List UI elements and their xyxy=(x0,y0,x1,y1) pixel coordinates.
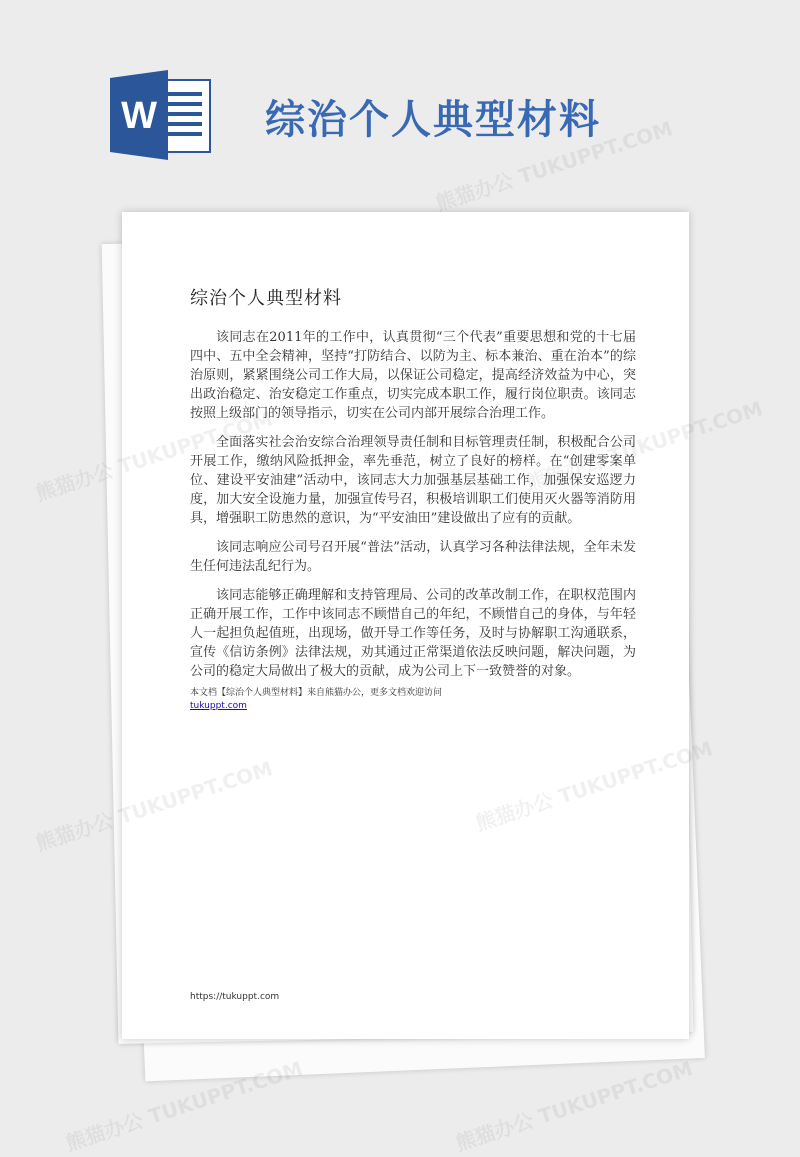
paragraph: 该同志响应公司号召开展“普法”活动，认真学习各种法律法规，全年未发生任何违法乱纪行为。 xyxy=(190,540,636,574)
document-page xyxy=(122,212,689,1039)
page-footer-url: https://tukuppt.com xyxy=(190,992,280,1002)
document-body xyxy=(190,328,636,691)
watermark: 熊猫办公 TUKUPPT.COM xyxy=(432,116,676,216)
word-document-icon xyxy=(110,70,212,160)
document-title: 综治个人典型材料 xyxy=(190,288,342,309)
page-header xyxy=(0,0,800,200)
header-title: 综治个人典型材料 xyxy=(265,97,601,143)
watermark: 熊猫办公 xyxy=(32,808,117,856)
watermark: 熊猫办公 xyxy=(32,458,117,506)
paragraph: 全面落实社会治安综合治理领导责任制和目标管理责任制，积极配合公司开展工作，缴纳风险抵押金，率先垂范，树立了良好的榜样。在“创建零案单位、建设平安油建”活动中，该同志大力加强基层基础工作，加强保安巡逻力度，加大安全设施力量，加强宣传号召，积极培训职工们使用灭火器等消防用具，增强职工防患然的意识，为“平安油田”建设做出了应有的贡献。 xyxy=(190,435,636,526)
watermark: 熊猫办公 TUKUPPT.COM xyxy=(62,1056,306,1156)
paragraph: 该同志能够正确理解和支持管理局、公司的改革改制工作，在职权范围内正确开展工作，工作中该同志不顾惜自己的年纪，不顾惜自己的身体，与年轻人一起担负起值班，出现场，做开导工作等任务，及时与协解职工沟通联系，宣传《信访条例》法律法规，劝其通过正常渠道依法反映问题，解决问题，为公司的稳定大局做出了极大的贡献，成为公司上下一致赞誉的对象。 xyxy=(190,588,636,679)
source-note-text: 本文档【综治个人典型材料】来自熊猫办公，更多文档欢迎访问 xyxy=(190,688,443,698)
paragraph: 该同志在2011年的工作中，认真贯彻“三个代表”重要思想和党的十七届四中、五中全会精神，坚持“打防结合、以防为主、标本兼治、重在治本”的综治原则，紧紧围绕公司工作大局，以保证公司稳定，提高经济效益为中心，突出政治稳定、治安稳定工作重点，切实完成本职工作，履行岗位职责。该同志按照上级部门的领导指示，切实在公司内部开展综合治理工作。 xyxy=(190,330,636,421)
source-link[interactable]: tukuppt.com xyxy=(190,701,247,711)
watermark: 熊猫办公 TUKUPPT.COM xyxy=(452,1056,696,1156)
svg-text:W: W xyxy=(121,95,157,137)
source-note xyxy=(190,685,650,711)
